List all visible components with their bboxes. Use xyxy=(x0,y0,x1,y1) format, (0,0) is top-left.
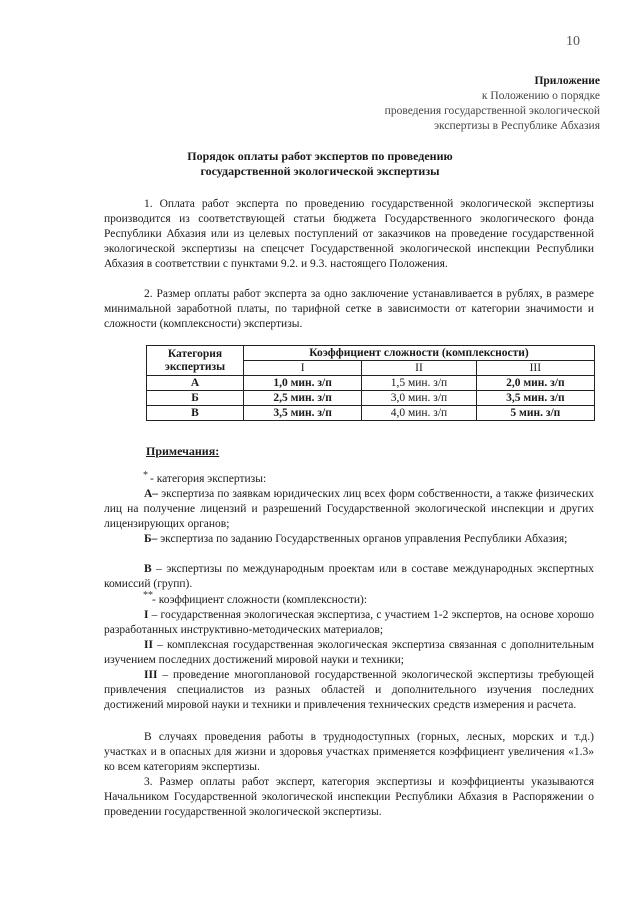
table-row xyxy=(147,376,595,391)
value-cell: 2,0 мин. з/п xyxy=(476,376,594,391)
category-v-label: В xyxy=(144,563,152,575)
category-a-text: экспертиза по заявкам юридических лиц всех форм собственности, а также физических лиц на получение лицензий и разрешений Государственной экологической инспекции и других лицензирующих органов; xyxy=(104,488,595,530)
column-header: II xyxy=(362,361,476,376)
star-mark: * xyxy=(143,470,148,481)
coefficient-1-label: I xyxy=(144,609,149,621)
category-cell: А xyxy=(147,376,244,391)
value-cell: 3,0 мин. з/п xyxy=(362,391,476,406)
category-b-definition xyxy=(104,532,594,547)
category-b-label: Б– xyxy=(144,533,158,545)
value-cell: 1,5 мин. з/п xyxy=(362,376,476,391)
value-cell: 2,5 мин. з/п xyxy=(244,391,362,406)
category-cell: В xyxy=(147,406,244,421)
coefficient-3-text: – проведение многоплановой государственной экологической экспертизы требующей привлечения специалистов из разных областей и дополнительного изучения последних достижений мировой науки и техники и привлечения технических средств измерения и расчета. xyxy=(104,669,595,711)
coefficient-2-definition xyxy=(104,638,594,668)
paragraph-1: 1. Оплата работ эксперта по проведению государственной экологической экспертизы производится из соответствующей статьи бюджета Государственного экологического фонда Республики Абхазия или из целевых поступлений от заказчиков на проведение государственной экологической экспертизы на спецсчет Государственной экологической инспекции Республики Абхазия в соответствии с пунктами 9.2. и 9.3. настоящего Положения. xyxy=(104,198,594,270)
notes-heading: Примечания: xyxy=(146,444,220,458)
appendix-line: проведения государственной экологической xyxy=(384,105,600,117)
value-cell: 3,5 мин. з/п xyxy=(244,406,362,421)
double-star-mark: ** xyxy=(143,590,153,601)
value-cell: 3,5 мин. з/п xyxy=(476,391,594,406)
appendix-heading: Приложение xyxy=(534,75,600,87)
appendix-block xyxy=(385,74,600,134)
coefficient-2-label: II xyxy=(144,639,153,651)
appendix-line: экспертизы в Республике Абхазия xyxy=(434,120,600,132)
value-cell: 1,0 мин. з/п xyxy=(244,376,362,391)
note-category: - категория экспертизы: xyxy=(150,473,267,485)
title-line: Порядок оплаты работ экспертов по проведению xyxy=(187,149,453,163)
table-header-row xyxy=(147,346,595,361)
paragraph-difficult-areas: В случаях проведения работы в труднодоступных (горных, лесных, морских и т.д.) участках и в опасных для жизни и здоровья участках применяется коэффициент увеличения «1.3» ко всем категориям экспертизы. xyxy=(104,731,594,773)
note-coefficient: - коэффициент сложности (комплексности): xyxy=(152,594,368,606)
document-title xyxy=(0,149,640,179)
category-a-label: А– xyxy=(144,488,159,500)
category-v-definition xyxy=(104,562,594,592)
coefficient-1-definition xyxy=(104,608,594,638)
column-header: III xyxy=(476,361,594,376)
page-number: 10 xyxy=(566,34,580,49)
appendix-line: к Положению о порядке xyxy=(481,90,600,102)
category-cell: Б xyxy=(147,391,244,406)
table-row xyxy=(147,406,595,421)
value-cell: 4,0 мин. з/п xyxy=(362,406,476,421)
paragraph-2: 2. Размер оплаты работ эксперта за одно заключение устанавливается в рублях, в размере минимальной заработной платы, по тарифной сетке в зависимости от категории значимости и сложности (комплексности) экспертизы. xyxy=(104,288,594,330)
coefficient-3-label: III xyxy=(144,669,158,681)
category-header: Категория экспертизы xyxy=(147,346,244,376)
coefficient-1-text: – государственная экологическая экспертиза, с участием 1-2 экспертов, на основе хорошо разработанных инструктивно-методических материалов; xyxy=(104,609,595,636)
paragraph-3: 3. Размер оплаты работ эксперт, категория экспертизы и коэффициенты указываются Начальником Государственной экологической инспекции Республики Абхазия в Распоряжении о проведении государственной экологической экспертизы. xyxy=(104,776,594,818)
category-a-definition xyxy=(104,487,594,532)
coefficient-header: Коэффициент сложности (комплексности) xyxy=(244,346,595,361)
value-cell: 5 мин. з/п xyxy=(476,406,594,421)
category-b-text: экспертиза по заданию Государственных органов управления Республики Абхазия; xyxy=(160,533,568,545)
column-header: I xyxy=(244,361,362,376)
coefficient-3-definition xyxy=(104,668,594,713)
title-line: государственной экологической экспертизы xyxy=(200,164,440,178)
coefficient-2-text: – комплексная государственная экологическая экспертиза связанная с дополнительным изучением последних достижений мировой науки и техники; xyxy=(104,639,594,666)
coefficient-table xyxy=(146,345,595,421)
category-v-text: – экспертизы по международным проектам или в составе международных экспертных комиссий (групп). xyxy=(104,563,595,590)
table-row xyxy=(147,391,595,406)
